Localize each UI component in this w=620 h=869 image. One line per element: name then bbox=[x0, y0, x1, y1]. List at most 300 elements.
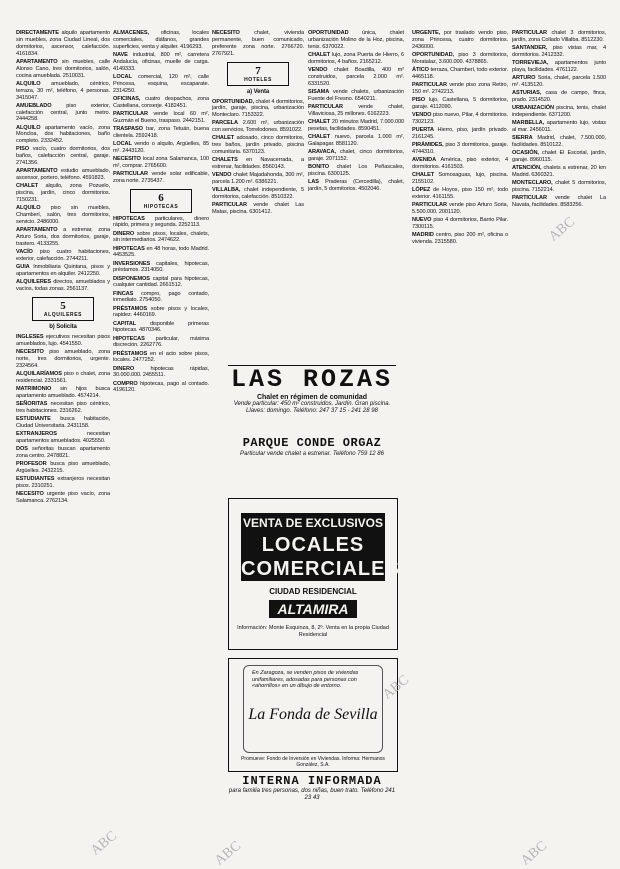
classified-ad bbox=[113, 126, 209, 140]
column-5 bbox=[412, 30, 508, 860]
ad-keyword: ESTUDIANTE bbox=[16, 415, 51, 422]
classifieds-page bbox=[16, 30, 606, 860]
classified-ad bbox=[212, 120, 304, 134]
ad-keyword: AMUEBLADO bbox=[16, 102, 52, 109]
ad-keyword: INVERSIONES bbox=[113, 260, 151, 267]
classified-ad bbox=[16, 334, 110, 348]
ad-text: 20 minutos Madrid, 7.000.000 pesetas, facilidades. 8590451. bbox=[308, 118, 404, 132]
altamira-info: Información: Monte Esquinza, 8, 2º. Venta en la propia Ciudad Residencial bbox=[237, 625, 389, 638]
ad-keyword: NECESITO bbox=[113, 155, 141, 162]
watermark-abc: ABC bbox=[88, 828, 120, 859]
ad-keyword: SEÑORITAS bbox=[16, 400, 48, 407]
classified-ad bbox=[412, 30, 508, 51]
classified-ad bbox=[512, 30, 606, 44]
classified-ad bbox=[16, 227, 110, 248]
ad-text: apartamentos junto playa, facilidades. 4761122. bbox=[512, 60, 606, 73]
section-label: ALQUILERES bbox=[43, 311, 83, 318]
classified-ad bbox=[412, 127, 508, 141]
classified-ad bbox=[308, 52, 404, 66]
ad-text: ejecutivos necesitan pisos amueblados, lujo. 4541550. bbox=[16, 333, 110, 347]
ad-text: sobre pisos, locales, chalets, sin intermediarios. 2474622. bbox=[113, 230, 209, 244]
classified-ad bbox=[16, 183, 110, 204]
ad-text: chalet 3 dormitorios, jardín, zona Collado Villalba. 8512230. bbox=[512, 30, 606, 43]
ad-keyword: PUERTA bbox=[412, 126, 434, 133]
fonda-ad bbox=[228, 658, 398, 772]
classified-ad bbox=[16, 146, 110, 167]
classified-ad bbox=[512, 195, 606, 209]
altamira-sub: CIUDAD RESIDENCIAL bbox=[269, 587, 357, 596]
ad-text: disponible primeras hipotecas. 4870346. bbox=[113, 320, 209, 334]
ad-text: piso nuevo, Pilar, 4 dormitorios. 7302123. bbox=[412, 111, 508, 125]
las-rozas-title: LAS ROZAS bbox=[230, 365, 394, 394]
ad-keyword: HIPOTECAS bbox=[113, 245, 145, 252]
las-rozas-ad bbox=[228, 365, 396, 436]
ad-keyword: PRÉSTAMOS bbox=[113, 305, 148, 312]
classified-ad bbox=[16, 349, 110, 370]
section-header bbox=[32, 297, 94, 321]
ad-keyword: OCASIÓN, bbox=[512, 150, 539, 156]
classified-ad bbox=[16, 386, 110, 400]
classified-ad bbox=[16, 30, 110, 58]
ad-keyword: NECESITO bbox=[16, 490, 44, 497]
classified-ad bbox=[212, 172, 304, 186]
ad-keyword: CAPITAL bbox=[113, 320, 137, 327]
ad-keyword: LOCAL bbox=[113, 73, 132, 80]
ad-text: particulares, dinero rápido, primera y segunda. 2252113. bbox=[113, 215, 209, 229]
ad-text: extranjeros necesitan pisos. 2310251. bbox=[16, 475, 110, 489]
classified-ad bbox=[113, 30, 209, 51]
classified-ad bbox=[212, 202, 304, 216]
ad-keyword: LOCAL bbox=[113, 140, 132, 147]
classified-ad bbox=[412, 202, 508, 216]
ad-keyword: PROFESOR bbox=[16, 460, 47, 467]
classified-ad bbox=[412, 217, 508, 231]
ad-text: vende piso Arturo Soria, 5.500.000. 2001120. bbox=[412, 201, 508, 215]
classified-ad bbox=[16, 279, 110, 293]
classified-ad bbox=[113, 306, 209, 320]
ad-text: Somosaguas, lujo, piscina. 2155102. bbox=[412, 171, 508, 185]
ad-text: compro, pago contado, inmediato. 2754050. bbox=[113, 290, 209, 304]
ad-keyword: PARTICULAR bbox=[412, 81, 447, 88]
ad-text: piso 4 dormitorios, Barrio Pilar. 7300115. bbox=[412, 216, 508, 230]
ad-keyword: OFICINAS, bbox=[113, 95, 141, 102]
classified-ad bbox=[16, 371, 110, 385]
ad-text: a estrenar, zona Arturo Soria, dos dormitorios, garaje, trastero. 4133255. bbox=[16, 227, 110, 247]
ad-keyword: ESTUDIANTES bbox=[16, 475, 55, 482]
ad-text: piso 3 dormitorios, garaje. 4744310. bbox=[412, 141, 508, 155]
ad-text: Soria, chalet, parcela 1.500 m². 4135120. bbox=[512, 75, 606, 88]
ad-keyword: PARTICULAR bbox=[512, 195, 547, 201]
altamira-ad bbox=[228, 498, 398, 650]
ad-text: piso 3 dormitorios, Moratalaz, 3.600.000. 4378865. bbox=[412, 51, 508, 65]
ad-keyword: CHALET bbox=[308, 118, 331, 125]
fonda-intro: En Zaragoza, se venden pisos de viviendas unifamiliares, adosadas para personas con «ahorrillos» en un dibujo de entorno. bbox=[252, 670, 359, 689]
classified-ad bbox=[512, 165, 606, 179]
ad-text: chalet, cinco dormitorios, garaje. 2071152. bbox=[308, 148, 404, 162]
ad-text: en el acto sobre pisos, locales. 2477252. bbox=[113, 350, 209, 364]
conde-orgaz-title: PARQUE CONDE ORGAZ bbox=[242, 436, 382, 450]
classified-ad bbox=[308, 67, 404, 88]
altamira-line3: COMERCIALES bbox=[241, 558, 400, 580]
ad-keyword: NECESITO bbox=[212, 30, 240, 36]
ad-keyword: SANTANDER, bbox=[512, 45, 548, 51]
classified-ad bbox=[16, 125, 110, 146]
ad-keyword: DISPONEMOS bbox=[113, 275, 150, 282]
ad-text: estudio amueblado, ascensor, portero, teléfono. 4591823. bbox=[16, 168, 110, 182]
ad-keyword: LAS bbox=[308, 178, 319, 185]
ad-text: América, piso exterior, 4 dormitorios. 4161503. bbox=[412, 156, 508, 170]
ad-text: particular, máxima discreción. 2262776. bbox=[113, 335, 209, 349]
classified-ad bbox=[308, 104, 404, 118]
classified-ad bbox=[212, 135, 304, 156]
ad-keyword: ALQUILARÍAMOS bbox=[16, 370, 62, 377]
ad-text: en Navacerrada, a estrenar, facilidades. 8560143. bbox=[212, 157, 304, 171]
classified-ad bbox=[412, 232, 508, 246]
ad-keyword: DINERO bbox=[113, 230, 135, 237]
ad-text: Hierro, piso, jardín privado. 2161245. bbox=[412, 126, 508, 140]
column-3 bbox=[212, 30, 304, 360]
ad-text: alquilo, zona Pozuelo, piscina, jardín, cinco dormitorios. 7150231. bbox=[16, 183, 110, 204]
classified-ad bbox=[16, 59, 110, 80]
classified-ad bbox=[113, 96, 209, 110]
ad-text: vende chalet La Navata, facilidades. 8583256. bbox=[512, 195, 606, 208]
classified-ad bbox=[212, 99, 304, 120]
ad-text: local zona Salamanca, 100 m², comprar. 2765600. bbox=[113, 155, 209, 169]
classified-ad bbox=[412, 52, 508, 66]
classified-ad bbox=[16, 103, 110, 124]
column-6 bbox=[512, 30, 606, 860]
ad-text: vende solar edificable, zona norte. 2735437. bbox=[113, 170, 209, 184]
ad-keyword: OPORTUNIDAD bbox=[308, 30, 349, 36]
watermark-abc: ABC bbox=[518, 838, 550, 869]
ad-text: piso exterior, calefacción central, junto metro. 2444258. bbox=[16, 102, 110, 123]
ad-keyword: MADRID bbox=[412, 231, 434, 238]
ad-keyword: TRASPASO bbox=[113, 125, 143, 132]
ad-keyword: OPORTUNIDAD, bbox=[412, 51, 454, 58]
ad-text: hipotecas rápidas, 30.000.000. 2455511. bbox=[113, 365, 209, 379]
classified-ad bbox=[412, 82, 508, 96]
ad-keyword: INGLESES bbox=[16, 333, 44, 340]
ad-keyword: FINCAS bbox=[113, 290, 134, 297]
classified-ad bbox=[212, 187, 304, 201]
classified-ad bbox=[308, 149, 404, 163]
ad-text: hipotecas, pago al contado. 4196120. bbox=[113, 380, 209, 394]
ad-text: sobre pisos y locales, rapidez. 4460169. bbox=[113, 305, 209, 319]
classified-ad bbox=[412, 97, 508, 111]
ad-keyword: PISO bbox=[16, 146, 29, 153]
ad-keyword: CHALETS bbox=[212, 157, 238, 164]
ad-text: piso amueblado, zona norte, tres dormitorios, urgente. 2324564. bbox=[16, 348, 110, 369]
ad-keyword: VENDO bbox=[308, 66, 328, 73]
ad-text: piso vistas mar, 4 dormitorios. 2412332. bbox=[512, 45, 606, 58]
ad-text: señoritas buscan apartamento zona centro. 2478821. bbox=[16, 445, 110, 459]
classified-ad bbox=[308, 30, 404, 51]
ad-text: piso cuatro habitaciones, exterior, calefacción. 2744211. bbox=[16, 249, 110, 262]
ad-text: chalet Majadahonda, 300 m², parcela 1.200 m². 6386221. bbox=[212, 172, 304, 186]
classified-ad bbox=[16, 205, 110, 226]
column-4 bbox=[308, 30, 404, 360]
ad-keyword: MATRIMONIO bbox=[16, 385, 52, 392]
ad-keyword: PARTICULAR bbox=[412, 201, 447, 208]
classified-ad bbox=[113, 381, 209, 395]
classified-ad bbox=[16, 81, 110, 102]
ad-keyword: CHALET bbox=[308, 51, 331, 58]
ad-keyword: ALMACENES, bbox=[113, 30, 149, 36]
ad-text: busca piso amueblado, Argüelles. 2432215. bbox=[16, 460, 110, 474]
classified-ad bbox=[308, 89, 404, 103]
ad-keyword: VENDO bbox=[412, 111, 432, 118]
ad-keyword: PISO bbox=[412, 96, 425, 103]
section-header bbox=[227, 62, 289, 86]
ad-keyword: COMPRO bbox=[113, 380, 138, 387]
ad-keyword: NAVE bbox=[113, 51, 128, 58]
ad-keyword: CHALET bbox=[212, 135, 235, 142]
ad-keyword: ALQUILO bbox=[16, 205, 41, 212]
ad-text: oficinas, locales comerciales, diáfanos, grandes superficies, venta y alquiler. 4196293. bbox=[113, 30, 209, 50]
ad-text: chalet 4 dormitorios, jardín, garaje, piscina, urbanización Monteclaro. 7153322. bbox=[212, 98, 304, 119]
ad-text: chalet, vivienda permanente, buen comunicado, preferente zona norte. 2766720. 2767921. bbox=[212, 30, 304, 57]
ad-keyword: ALQUILERES bbox=[16, 279, 52, 286]
classified-ad bbox=[512, 150, 606, 164]
ad-keyword: HIPOTECAS bbox=[113, 215, 145, 222]
ad-keyword: ALQUILO bbox=[16, 124, 41, 131]
classified-ad bbox=[412, 112, 508, 126]
ad-text: amueblado, céntrico, terraza, 30 m², teléfono, 4 personas. 3415047. bbox=[16, 80, 110, 101]
classified-ad bbox=[512, 180, 606, 194]
classified-ad bbox=[113, 351, 209, 365]
ad-keyword: CHALET bbox=[412, 171, 435, 178]
ad-text: bar, zona Tetuán, buena clientela. 2592418. bbox=[113, 125, 209, 139]
classified-ad bbox=[512, 135, 606, 149]
watermark-abc: ABC bbox=[212, 838, 244, 869]
ad-keyword: DIRECTAMENTE bbox=[16, 30, 59, 36]
ad-keyword: ARTURO bbox=[512, 75, 536, 81]
classified-ad bbox=[113, 246, 209, 260]
ad-keyword: PARTICULAR bbox=[113, 110, 148, 117]
fonda-logo: La Fonda de Sevilla bbox=[248, 705, 378, 723]
ad-keyword: ARAVACA, bbox=[308, 148, 336, 155]
classified-ad bbox=[308, 119, 404, 133]
ad-keyword: PARTICULAR bbox=[512, 30, 547, 36]
classified-ad bbox=[113, 231, 209, 245]
ad-text: comercial, 120 m², calle Princesa, esquina, escaparate. 2314250. bbox=[113, 73, 209, 94]
ad-text: industrial, 800 m², carretera Andalucía, oficinas, muelle de carga. 4149333. bbox=[113, 51, 209, 72]
conde-orgaz-ad bbox=[228, 436, 396, 498]
classified-ad bbox=[113, 52, 209, 73]
classified-ad bbox=[16, 446, 110, 460]
ad-keyword: VENDO bbox=[212, 172, 232, 179]
classified-ad bbox=[16, 461, 110, 475]
ad-text: por traslado vendo piso, zona Princesa, cuatro dormitorios. 2436000. bbox=[412, 30, 508, 50]
section-number: 7 bbox=[255, 64, 261, 77]
classified-ad bbox=[113, 74, 209, 95]
ad-keyword: DOS bbox=[16, 445, 28, 452]
ad-keyword: SISAMA bbox=[308, 88, 330, 95]
classified-ad bbox=[113, 156, 209, 170]
classified-ad bbox=[113, 141, 209, 155]
ad-text: capitales, hipotecas, préstamos. 2314050. bbox=[113, 260, 209, 274]
classified-ad bbox=[512, 45, 606, 59]
ad-keyword: PIRÁMIDES, bbox=[412, 141, 444, 148]
ad-text: chalet Boadilla, 400 m² construidos, parcela 2.000 m². 6331520. bbox=[308, 66, 404, 87]
classified-ad bbox=[308, 179, 404, 193]
ad-text: necesitan piso céntrico, tres habitaciones. 2316262. bbox=[16, 400, 110, 414]
ad-text: cuatro despachos, zona Castellana, conserje. 4182451. bbox=[113, 95, 209, 109]
ad-text: necesitan apartamentos amueblados. 4025550. bbox=[16, 430, 110, 444]
ad-text: urgente piso vacío, zona Salamanca. 2762134. bbox=[16, 490, 110, 504]
ad-keyword: NUEVO bbox=[412, 216, 432, 223]
ad-text: nuevo, parcela 1.000 m², Galapagar. 8581120. bbox=[308, 133, 404, 147]
ad-keyword: VILLALBA, bbox=[212, 187, 241, 194]
ad-text: chalet independiente, 5 dormitorios, calefacción. 8510322. bbox=[212, 187, 304, 201]
ad-keyword: NECESITO bbox=[16, 348, 44, 355]
classified-ad bbox=[16, 491, 110, 505]
interna-ad bbox=[228, 774, 396, 808]
ad-keyword: APARTAMENTO bbox=[16, 227, 58, 234]
ad-text: apartamento vacío, zona Moncloa, dos habitaciones, baño completo. 2332452. bbox=[16, 124, 110, 145]
column-1 bbox=[16, 30, 110, 860]
classified-ad bbox=[113, 111, 209, 125]
ad-text: vende chalet Las Matas, piscina. 6301412. bbox=[212, 202, 304, 216]
classified-ad bbox=[113, 336, 209, 350]
ad-text: chalets a estrenar, 20 km Madrid. 6360321. bbox=[512, 165, 606, 178]
ad-text: vende piso zona Retiro, 150 m². 2742213. bbox=[412, 81, 508, 95]
watermark-abc: ABC bbox=[546, 214, 578, 245]
classified-ad bbox=[16, 416, 110, 430]
classified-ad bbox=[113, 366, 209, 380]
ad-keyword: CHALET bbox=[16, 183, 39, 190]
ad-text: de Hoyos, piso 150 m², todo exterior. 4161155. bbox=[412, 186, 508, 200]
fonda-frame bbox=[243, 665, 383, 753]
ad-keyword: EXTRANJEROS bbox=[16, 430, 57, 437]
ad-keyword: URBANIZACIÓN bbox=[512, 105, 554, 111]
ad-text: busca habitación, Ciudad Universitaria. 2431158. bbox=[16, 415, 110, 429]
ad-text: piscina, tenis, chalet independiente. 6371200. bbox=[512, 105, 606, 118]
ad-keyword: ASTURIAS, bbox=[512, 90, 542, 96]
section-label: HIPOTECAS bbox=[143, 203, 179, 210]
ad-text: Praderas (Cercedilla), chalet, jardín, 5 dormitorios. 4502046. bbox=[308, 178, 404, 192]
classified-ad bbox=[512, 75, 606, 89]
classified-ad bbox=[113, 321, 209, 335]
ad-keyword: MONTECLARO, bbox=[512, 180, 553, 186]
classified-ad bbox=[412, 142, 508, 156]
classified-ad bbox=[16, 401, 110, 415]
ad-text: adosado, cinco dormitorios, tres baños, jardín privado, piscina comunitaria. 6370123. bbox=[212, 135, 304, 156]
ad-keyword: ATENCIÓN, bbox=[512, 165, 542, 171]
ad-keyword: VACÍO bbox=[16, 249, 33, 256]
classified-ad bbox=[512, 90, 606, 104]
ad-keyword: PARCELA bbox=[212, 120, 238, 127]
ad-text: chalet Los Peñascales, piscina. 6300125. bbox=[308, 163, 404, 177]
ad-keyword: BONITO bbox=[308, 163, 330, 170]
classified-ad bbox=[308, 134, 404, 148]
ad-text: 2.600 m², urbanización con servicios, Torrelodones. 8591022. bbox=[212, 120, 304, 134]
conde-orgaz-body: Particular vende chalet a estrenar. Teléfono 759 12 86 bbox=[240, 451, 384, 457]
ad-text: apartamento lujo, vistas al mar. 2456011. bbox=[512, 120, 606, 133]
altamira-line2: LOCALES bbox=[241, 533, 385, 557]
ad-text: Inmobiliaria Quintana, pisos y apartamentos en alquiler. 2412250. bbox=[16, 264, 110, 277]
ad-keyword: PRÉSTAMOS bbox=[113, 350, 148, 357]
ad-keyword: GUIA bbox=[16, 264, 30, 271]
classified-ad bbox=[412, 172, 508, 186]
ad-text: lujo, zona Puerta de Hierro, 6 dormitorios, 4 baños. 2165212. bbox=[308, 51, 404, 65]
ad-text: vende chalets, urbanización Fuente del Fresno. 6540211. bbox=[308, 88, 404, 102]
ad-text: chalet 5 dormitorios, piscina. 7152214. bbox=[512, 180, 606, 193]
ad-text: directos, amueblados y vacíos, todas zonas. 2561137. bbox=[16, 279, 110, 292]
ad-text: casa de campo, finca, prado. 2314520. bbox=[512, 90, 606, 103]
interna-body: para familia tres personas, dos niñas, buen trato. Teléfono 241 23 43 bbox=[228, 788, 396, 801]
ad-keyword: MARBELLA, bbox=[512, 120, 545, 126]
ad-text: vacío, cuatro dormitorios, dos baños, calefacción central, garaje. 2741356. bbox=[16, 146, 110, 167]
interna-title: INTERNA INFORMADA bbox=[242, 774, 382, 788]
classified-ad bbox=[113, 261, 209, 275]
fonda-footer: Promueve: Fondo de Inversión en Viviendas. Informa: Hermanos González, S.A. bbox=[241, 756, 385, 768]
classified-ad bbox=[16, 431, 110, 445]
ad-keyword: TORREVIEJA, bbox=[512, 60, 549, 66]
ad-keyword: LÓPEZ bbox=[412, 186, 431, 193]
ad-text: chalet El Escorial, jardín, garaje. 8960115. bbox=[512, 150, 606, 163]
ad-text: única, chalet urbanización Molino de la Hoz, piscina, tenis. 6370022. bbox=[308, 30, 404, 50]
classified-ad bbox=[412, 187, 508, 201]
ad-text: piso o chalet, zona residencial. 2331561. bbox=[16, 370, 110, 384]
classified-ad bbox=[113, 276, 209, 290]
ad-text: vendo o alquilo, Argüelles, 85 m². 2443120. bbox=[113, 140, 209, 154]
ad-text: lujo, Castellana, 5 dormitorios, garaje. 4112090. bbox=[412, 96, 508, 110]
classified-ad bbox=[16, 264, 110, 278]
classified-ad bbox=[113, 216, 209, 230]
section-number: 6 bbox=[158, 191, 164, 204]
ad-keyword: URGENTE, bbox=[412, 30, 441, 36]
las-rozas-subtitle: Chalet en régimen de comunidad bbox=[256, 394, 368, 401]
classified-ad bbox=[512, 120, 606, 134]
ad-text: capital para hipotecas, cualquier cantidad. 2661512. bbox=[113, 275, 209, 289]
ad-text: Madrid, chalet, 7.500.000, facilidades. 8510122. bbox=[512, 135, 606, 148]
ad-keyword: ALQUILO bbox=[16, 80, 41, 87]
section-label: HOTELES bbox=[244, 76, 272, 83]
ad-keyword: APARTAMENTO bbox=[16, 58, 58, 65]
ad-keyword: APARTAMENTO bbox=[16, 168, 58, 175]
section-subhead: a) Venta bbox=[246, 88, 270, 95]
classified-ad bbox=[16, 476, 110, 490]
classified-ad bbox=[212, 30, 304, 58]
altamira-line1: VENTA DE EXCLUSIVOS bbox=[241, 513, 385, 533]
classified-ad bbox=[512, 105, 606, 119]
ad-keyword: SIERRA bbox=[512, 135, 533, 141]
ad-keyword: HIPOTECAS bbox=[113, 335, 145, 342]
ad-keyword: AVENIDA bbox=[412, 156, 437, 163]
ad-text: sin muebles, calle Alonso Cano, tres dormitorios, salón, cocina amueblada. 2510031. bbox=[16, 58, 110, 79]
ad-keyword: DINERO bbox=[113, 365, 135, 372]
section-header bbox=[130, 189, 192, 213]
classified-ad bbox=[16, 168, 110, 182]
ad-text: sin hijos busca apartamento amueblado. 4574214. bbox=[16, 385, 110, 399]
ad-keyword: ÁTICO bbox=[412, 66, 429, 73]
ad-text: terraza, Chamberí, todo exterior. 4465118. bbox=[412, 66, 508, 80]
ad-text: vende local 60 m², Guzmán el Bueno, traspaso. 2442151. bbox=[113, 110, 209, 124]
classified-ad bbox=[412, 157, 508, 171]
section-number: 5 bbox=[60, 299, 66, 312]
ad-text: alquilo apartamento sin muebles, zona Ciudad Lineal, dos dormitorios, ascensor, calefacción. 4161834. bbox=[16, 30, 110, 57]
ad-keyword: PARTICULAR bbox=[113, 170, 148, 177]
ad-keyword: CHALET bbox=[308, 133, 331, 140]
column-2 bbox=[113, 30, 209, 860]
las-rozas-body: Vende particular: 450 m² construidos. Jardín. Gran piscina. Llaves: domingo. Teléfono: 247 37 15 - 241 28 98 bbox=[233, 401, 391, 414]
ad-keyword: PARTICULAR bbox=[212, 202, 247, 209]
classified-ad bbox=[16, 249, 110, 263]
classified-ad bbox=[412, 67, 508, 81]
ad-keyword: PARTICULAR bbox=[308, 103, 343, 110]
section-subhead: b) Solicita bbox=[49, 323, 77, 330]
